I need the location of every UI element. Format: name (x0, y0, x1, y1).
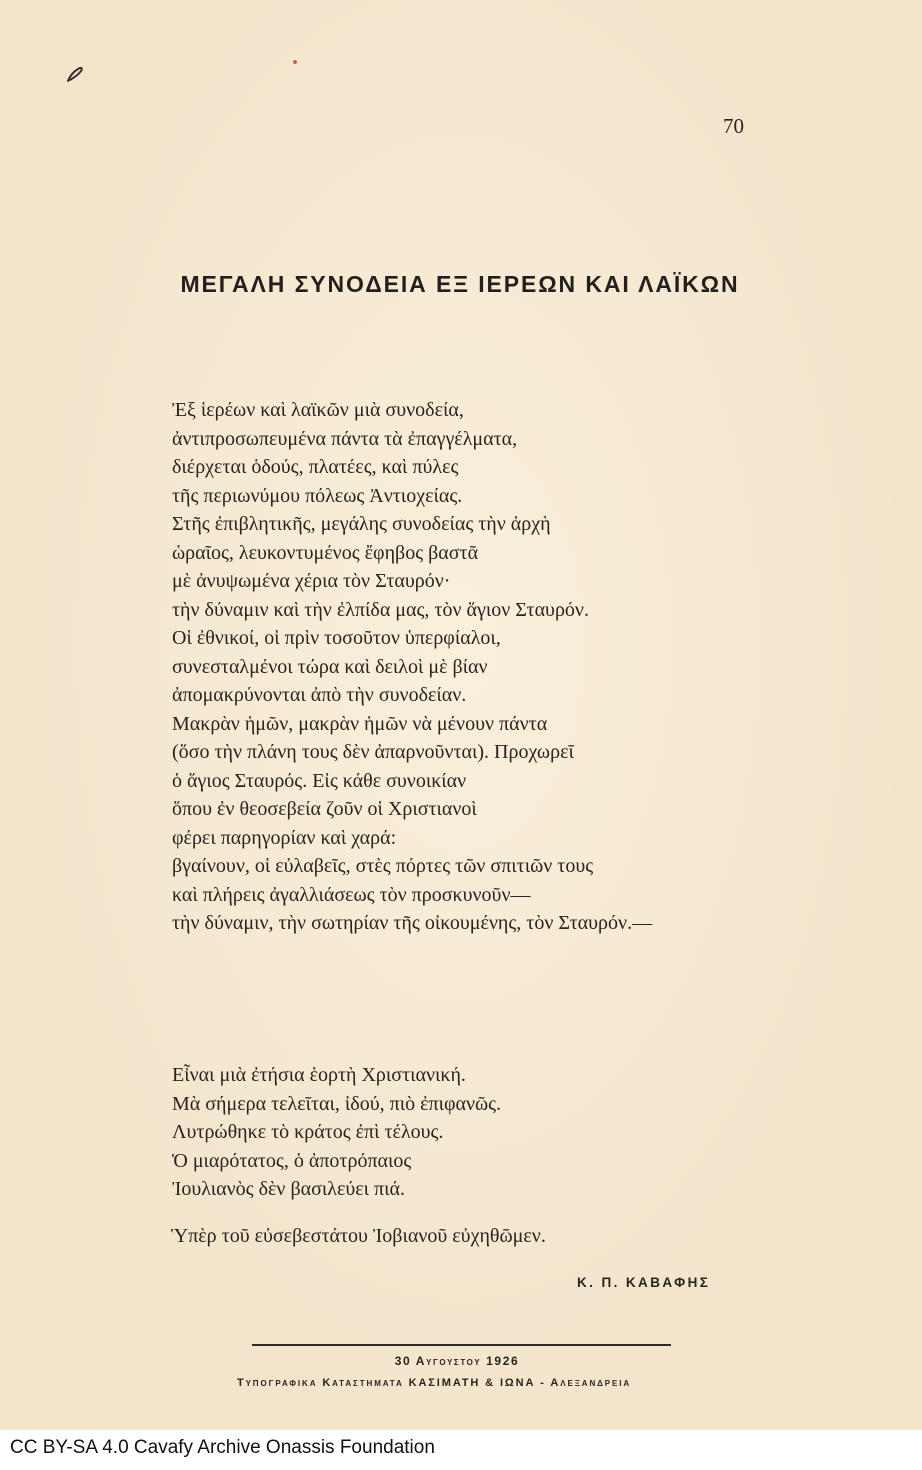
imprint-printer: Τυπογραφικα Καταστηματα ΚΑΣΙΜΑΤΗ & ΙΩΝΑ - Αλεξανδρεια (236, 1377, 632, 1389)
stanza (171, 1222, 546, 1251)
poem-line: τὴν δύναμιν, τὴν σωτηρίαν τῆς οἰκουμένης, τὸν Σταυρόν.— (172, 912, 653, 934)
stanza (172, 1061, 501, 1204)
poem-line: Ὁ μιαρότατος, ὁ ἀποτρόπαιος (172, 1149, 412, 1172)
poem-line: Ἰουλιανὸς δὲν βασιλεύει πιά. (172, 1178, 405, 1200)
imprint-date: 30 Αυγουστου 1926 (394, 1354, 520, 1368)
pen-stroke-mark (68, 68, 82, 81)
poem-line: συνεσταλμένοι τώρα καὶ δειλοὶ μὲ βίαν (172, 655, 488, 678)
poem-line: Μὰ σήμερα τελεῖται, ἰδού, πιὸ ἐπιφανῶς. (172, 1092, 502, 1115)
page-number: 70 (723, 114, 744, 138)
ink-marks (0, 0, 922, 160)
poem-line: τῆς περιωνύμου πόλεως Ἀντιοχείας. (172, 484, 463, 507)
poem-title: ΜΕΓΑΛΗ ΣΥΝΟΔΕΙΑ ΕΞ ΙΕΡΕΩΝ ΚΑΙ ΛΑΪΚΩΝ (180, 271, 740, 297)
poem-line: ὡραῖος, λευκοντυμένος ἔφηβος βαστᾶ (172, 541, 479, 564)
poem-line: Οἱ ἐθνικοί, οἱ πρὶν τοσοῦτον ὑπερφίαλοι, (172, 627, 501, 649)
poem-line: ὁ ἅγιος Σταυρός. Εἰς κάθε συνοικίαν (172, 769, 467, 792)
poem-line: καὶ πλήρεις ἀγαλλιάσεως τὸν προσκυνοῦν— (172, 883, 531, 906)
poem-line: Ἐξ ἱερέων καὶ λαϊκῶν μιὰ συνοδεία, (172, 399, 464, 421)
author-signature: Κ. Π. ΚΑΒΑΦΗΣ (577, 1275, 711, 1290)
poem-line: τὴν δύναμιν καὶ τὴν ἐλπίδα μας, τὸν ἅγιον Σταυρόν. (172, 598, 589, 621)
poem-line: Ὑπὲρ τοῦ εὐσεβεστάτου Ἰοβιανοῦ εὐχηθῶμεν. (171, 1225, 546, 1247)
poem-line: (ὅσο τὴν πλάνη τους δὲν ἀπαρνοῦνται). Προχωρεῖ (172, 741, 574, 763)
poem-line: Εἶναι μιὰ ἐτήσια ἑορτὴ Χριστιανική. (172, 1064, 466, 1086)
poem-line: ὅπου ἐν θεοσεβεία ζοῦν οἱ Χριστιανοὶ (172, 798, 477, 820)
stanza (172, 396, 652, 938)
poem-line: διέρχεται ὁδούς, πλατέες, καὶ πύλες (172, 456, 459, 478)
poem-line: Μακρὰν ἡμῶν, μακρὰν ἡμῶν νὰ μένουν πάντα (172, 712, 548, 735)
poem-line: Λυτρώθηκε τὸ κράτος ἐπὶ τέλους. (172, 1121, 444, 1143)
poem-line: Στῆς ἐπιβλητικῆς, μεγάλης συνοδείας τὴν ἀρχὴ (172, 513, 551, 535)
red-speck (293, 60, 297, 64)
divider-rule (252, 1344, 671, 1346)
poem-line: ἀντιπροσωπευμένα πάντα τὰ ἐπαγγέλματα, (172, 427, 518, 450)
poem-line: βγαίνουν, οἱ εὐλαβεῖς, στὲς πόρτες τῶν σπιτιῶν τους (172, 855, 594, 877)
poem-line: ἀπομακρύνονται ἀπὸ τὴν συνοδείαν. (172, 684, 467, 706)
poem-line: μὲ ἀνυψωμένα χέρια τὸν Σταυρόν· (172, 570, 451, 592)
poem-line: φέρει παρηγορίαν καὶ χαρά: (172, 826, 397, 849)
license-caption: CC BY-SA 4.0 Cavafy Archive Onassis Foundation (10, 1437, 435, 1458)
